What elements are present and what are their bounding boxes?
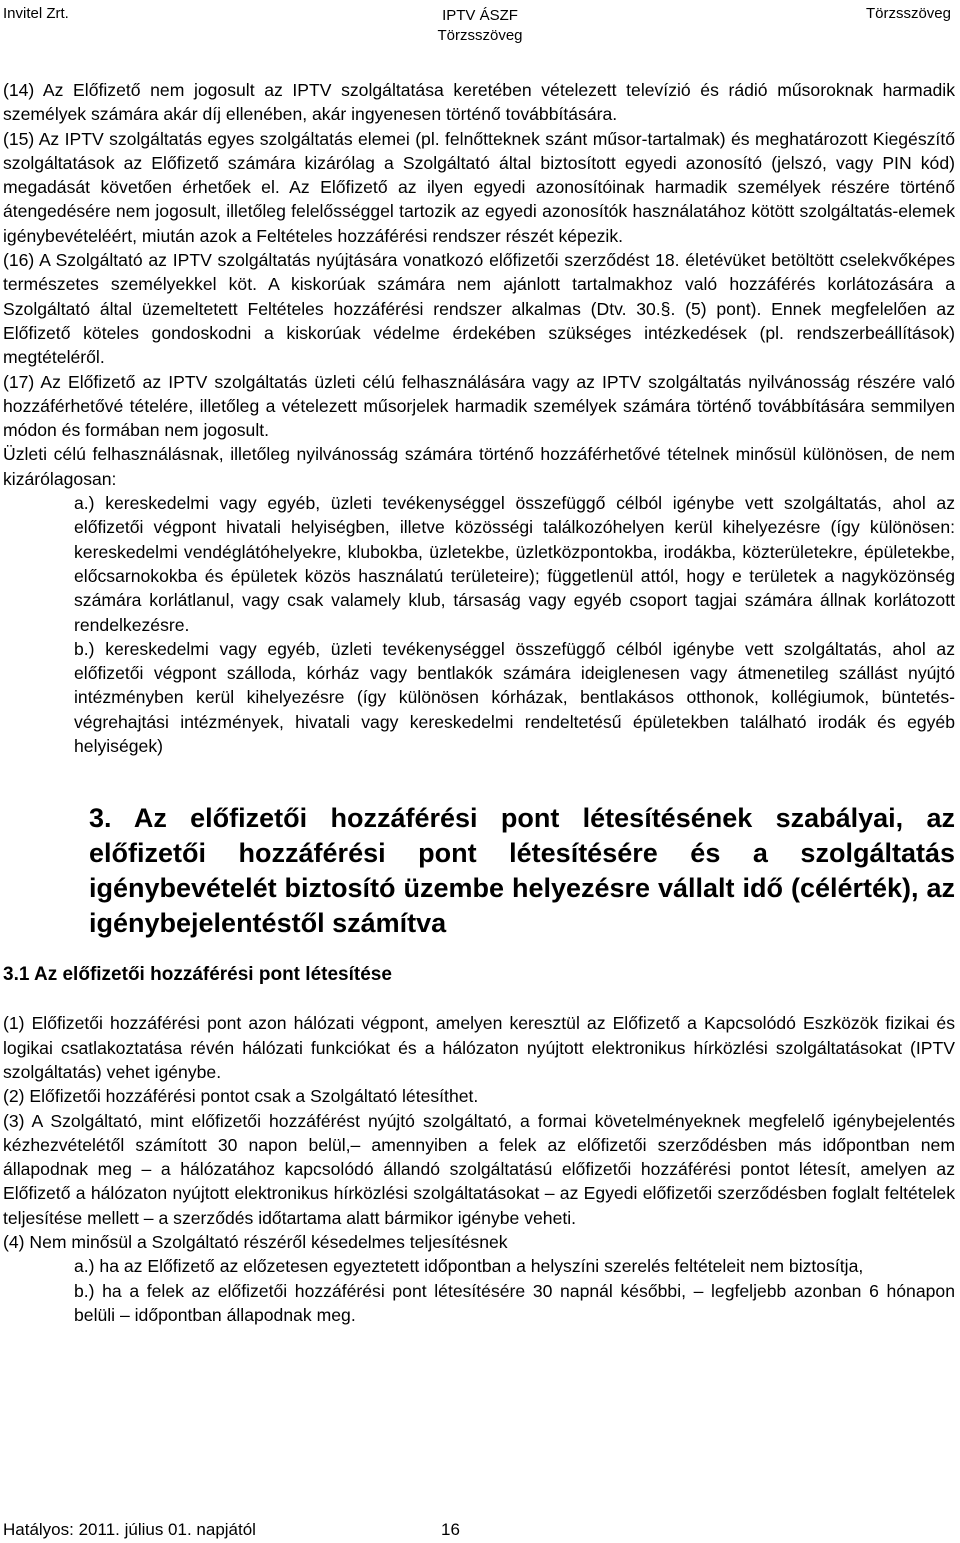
- list-item-4b: b.) ha a felek az előfizetői hozzáférési pont létesítésére 30 napnál későbbi, – legfeljebb azonban 6 hónapon belüli – időpontban állapodnak meg.: [74, 1280, 955, 1325]
- section-heading-3-1: 3.1 Az előfizetői hozzáférési pont létesítése: [3, 964, 392, 986]
- footer-effective-date: Hatályos: 2011. július 01. napjától: [3, 1520, 256, 1539]
- page-footer: [3, 1520, 460, 1540]
- section-heading-3: 3. Az előfizetői hozzáférési pont létesítésének szabályai, az előfizetői hozzáférési pont létesítésére és a szolgáltatás igénybevételét biztosító üzembe helyezésre vállalt idő (célérték), az igénybejelentéstől számítva: [89, 803, 955, 939]
- header-subtitle: Törzsszöveg: [437, 27, 523, 44]
- list-item-4a: a.) ha az Előfizető az előzetesen egyeztetett időpontban a helyszíni szerelés feltételeit nem biztosítja,: [74, 1256, 864, 1277]
- page-number: 16: [441, 1520, 460, 1539]
- document-body: [3, 78, 955, 1327]
- paragraph-17: (17) Az Előfizető az IPTV szolgáltatás üzleti célú felhasználására vagy az IPTV szolgáltatás nyilvánosság részére való hozzáférhetővé tételére, illetőleg a vételezett műsorjelek harmadik személyek számára történő továbbítására semmilyen módon és formában nem jogosult.: [3, 371, 955, 441]
- paragraph-3-1-4: (4) Nem minősül a Szolgáltató részéről késedelmes teljesítésnek: [3, 1231, 508, 1252]
- header-doc-type: Törzsszöveg: [865, 5, 951, 22]
- list-item-17b: b.) kereskedelmi vagy egyéb, üzleti tevékenységgel összefüggő célból igénybe vett szolgáltatás, ahol az előfizetői végpont szálloda, kórház vagy bentlakók számára ideiglenesen vagy átmenetileg szállást nyújtó intézményben kerül kihelyezésre (így különösen kórházak, bentlakásos otthonok, kollégiumok, büntetés-végrehajtási intézmények, hivatali vagy kereskedelmi rendeltetésű épületekben található irodák és egyéb helyiségek): [74, 638, 955, 757]
- paragraph-3-1-2: (2) Előfizetői hozzáférési pontot csak a Szolgáltató létesíthet.: [3, 1086, 479, 1107]
- paragraph-17-business-use: Üzleti célú felhasználásnak, illetőleg nyilvánosság számára történő hozzáférhetővé tételnek minősül különösen, de nem kizárólagosan:: [3, 444, 955, 489]
- page-header: [0, 2, 960, 46]
- header-title-block: [380, 6, 580, 46]
- paragraph-16: (16) A Szolgáltató az IPTV szolgáltatás nyújtására vonatkozó előfizetői szerződést 18. életévüket betöltött cselekvőképes természetes személyekkel köt. A kiskorúak számára nem ajánlott tartalmakhoz való hozzáférés korlátozására a Szolgáltató által üzemeltetett Feltételes hozzáférési rendszer alkalmas (Dtv. 30.§. (5) pont). Ennek megfelelően az Előfizető köteles gondoskodni a kiskorúak védelme érdekében szükséges intézkedések (pl. rendszerbeállítások) megtételéről.: [3, 250, 955, 368]
- list-item-17a: a.) kereskedelmi vagy egyéb, üzleti tevékenységgel összefüggő célból igénybe vett szolgáltatás, ahol az előfizetői végpont hivatali helyiségben, illetve közösségi találkozóhelyen kerül kihelyezésre (így különösen: kereskedelmi vendéglátóhelyekre, klubokba, üzletekbe, üzletközpontokba, irodákba, közterületekre, épületekbe, előcsarnokokba és épületek közös használatú területeire); függetlenül attól, hogy e területek a nagyközönség számára korlátlanul, vagy csak valamely klub, társaság vagy egyéb csoport tagjai számára állnak korlátozott rendelkezésre.: [74, 493, 955, 635]
- paragraph-3-1-1: (1) Előfizetői hozzáférési pont azon hálózati végpont, amelyen keresztül az Előfizető a Kapcsolódó Eszközök fizikai és logikai csatlakoztatása révén hálózati funkciókat és a hálózaton nyújtott elektronikus hírközlési szolgáltatásokat (IPTV szolgáltatás) vehet igénybe.: [3, 1013, 955, 1082]
- paragraph-15: (15) Az IPTV szolgáltatás egyes szolgáltatás elemei (pl. felnőtteknek szánt műsor-tartalmak) és meghatározott Kiegészítő szolgáltatások az Előfizető számára kizárólag a Szolgáltató által biztosított egyedi azonosító (jelszó, vagy PIN kód) megadását követően érhetőek el. Az Előfizető az ilyen egyedi azonosítóinak harmadik személyek részére történő átengedésére nem jogosult, illetőleg felelősséggel tartozik az egyedi azonosítók használatához kötött szolgáltatás-elemek igénybevételéért, miután azok a Feltételes hozzáférési rendszer részét képezik.: [3, 128, 955, 246]
- paragraph-14: (14) Az Előfizető nem jogosult az IPTV szolgáltatása keretében vételezett televízió és rádió műsoroknak harmadik személyek számára akár díj ellenében, akár ingyenesen történő továbbítására.: [3, 80, 955, 125]
- header-company: Invitel Zrt.: [3, 5, 69, 22]
- paragraph-3-1-3: (3) A Szolgáltató, mint előfizetői hozzáférést nyújtó szolgáltató, a formai követelményeknek megfelelő igénybejelentés kézhezvételétől számított 30 napon belül,– amennyiben a felek az előfizetői szerződésben más időpontban nem állapodnak meg – a hálózatához kapcsolódó állandó szolgáltatású előfizetői hozzáférési pontot létesít, amelyen az Előfizető a hálózaton nyújtott elektronikus hírközlési szolgáltatásokat – az Egyedi előfizetői szerződésben foglalt feltételek teljesítése mellett – a szerződés időtartama alatt bármikor igénybe veheti.: [3, 1110, 955, 1228]
- header-title: IPTV ÁSZF: [442, 7, 518, 24]
